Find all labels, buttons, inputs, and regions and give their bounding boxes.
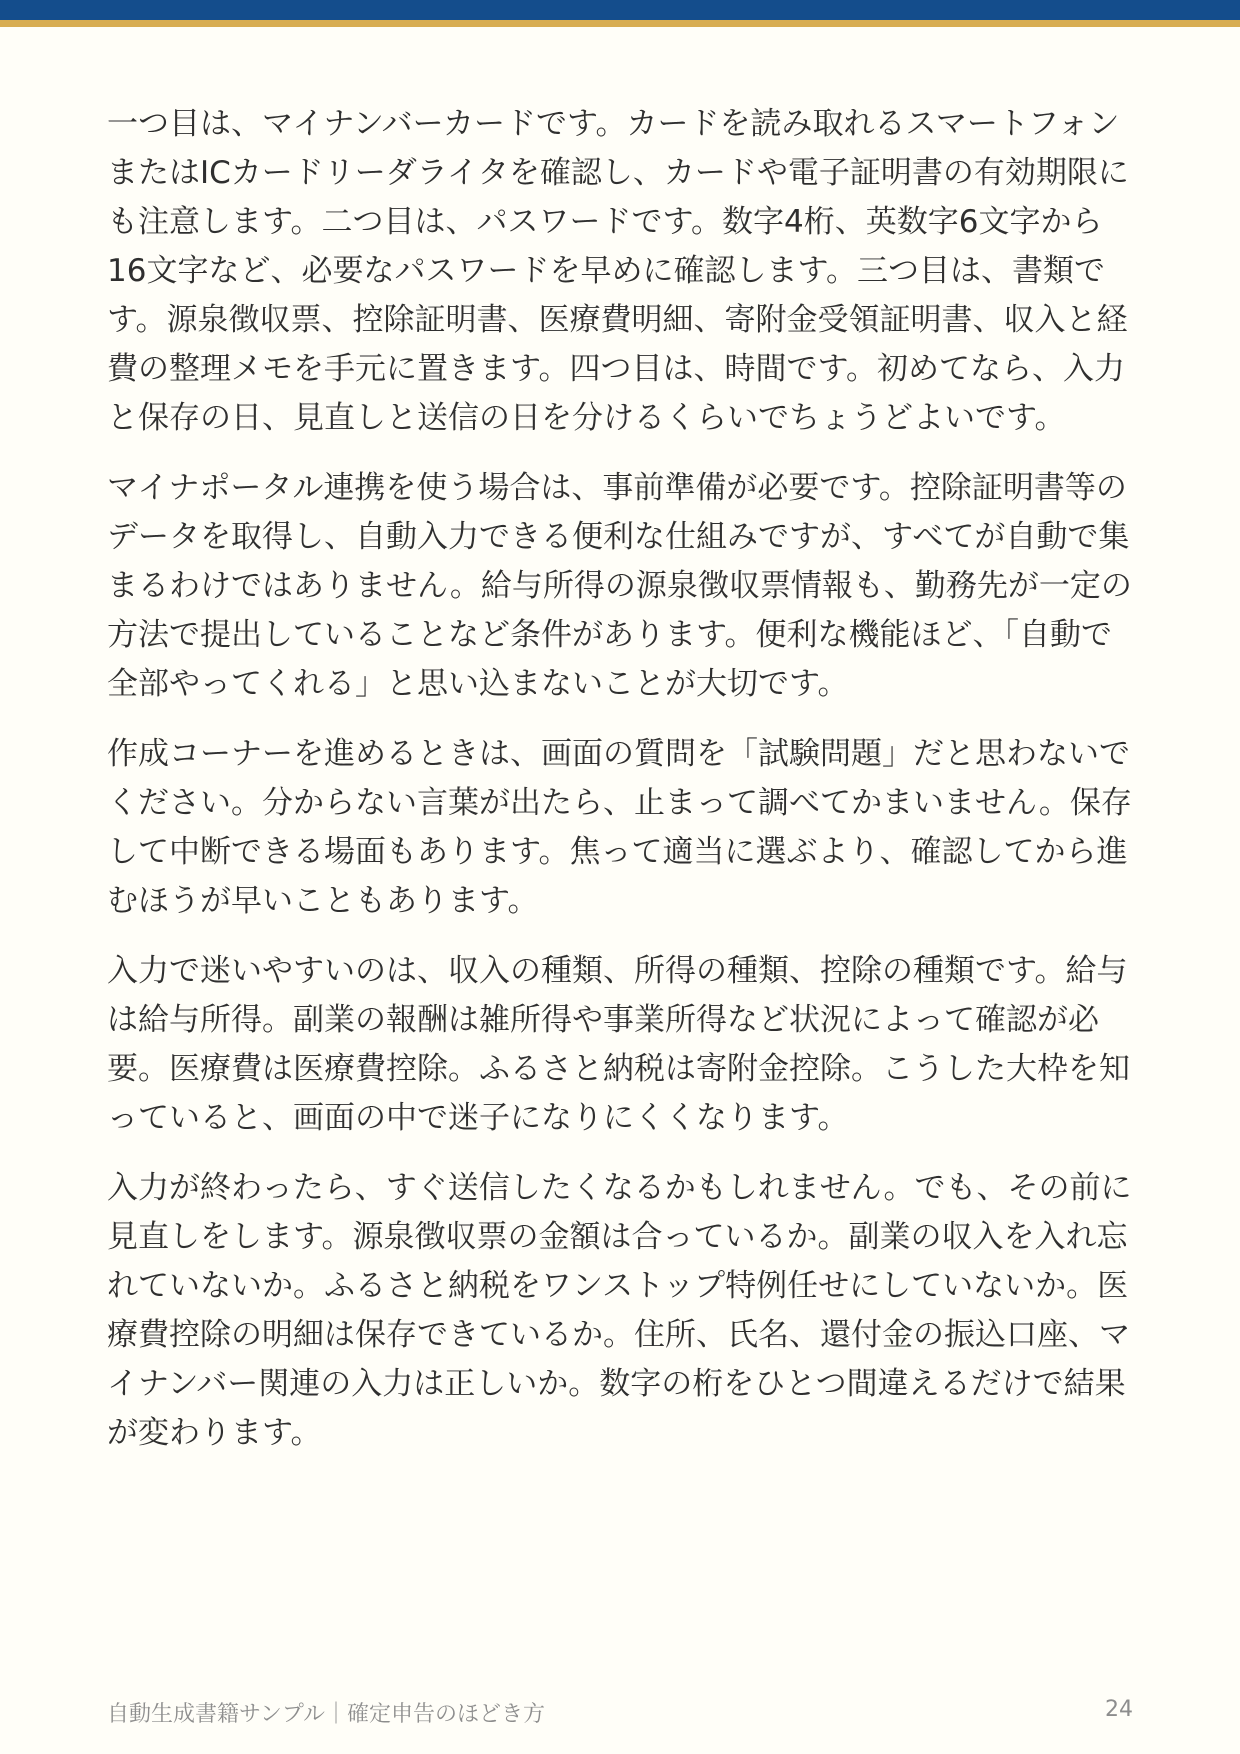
paragraph-myna-portal: マイナポータル連携を使う場合は、事前準備が必要です。控除証明書等のデータを取得し、自動入力できる便利な仕組みですが、すべてが自動で集まるわけではありません。給与所得の源泉徴収票情報も、勤務先が一定の方法で提出していることなど条件があります。便利な機能ほど、「自動で全部やってくれる」と思い込まないことが大切です。 [107,470,1132,702]
footer-page-number: 24 [1105,1697,1133,1722]
header-accent-rule [0,20,1240,27]
page-body [107,100,1132,1479]
paragraph-income-types: 入力で迷いやすいのは、収入の種類、所得の種類、控除の種類です。給与は給与所得。副業の報酬は雑所得や事業所得など状況によって確認が必要。医療費は医療費控除。ふるさと納税は寄附金控除。こうした大枠を知っていると、画面の中で迷子になりにくくなります。 [107,953,1130,1136]
paragraph-preparation-items: 一つ目は、マイナンバーカードです。カードを読み取れるスマートフォンまたはICカードリーダライタを確認し、カードや電子証明書の有効期限にも注意します。二つ目は、パスワードです。数字4桁、英数字6文字から16文字など、必要なパスワードを早めに確認します。三つ目は、書類です。源泉徴収票、控除証明書、医療費明細、寄附金受領証明書、収入と経費の整理メモを手元に置きます。四つ目は、時間です。初めてなら、入力と保存の日、見直しと送信の日を分けるくらいでちょうどよいです。 [107,106,1129,436]
paragraph-final-review: 入力が終わったら、すぐ送信したくなるかもしれません。でも、その前に見直しをします。源泉徴収票の金額は合っているか。副業の収入を入れ忘れていないか。ふるさと納税をワンストップ特例任せにしていないか。医療費控除の明細は保存できているか。住所、氏名、還付金の振込口座、マイナンバー関連の入力は正しいか。数字の桁をひとつ間違えるだけで結果が変わります。 [107,1170,1132,1451]
header-band [0,0,1240,20]
footer-book-info: 自動生成書籍サンプル｜確定申告のほどき方 [107,1702,546,1727]
paragraph-creation-corner: 作成コーナーを進めるときは、画面の質問を「試験問題」だと思わないでください。分からない言葉が出たら、止まって調べてかまいません。保存して中断できる場面もあります。焦って適当に選ぶより、確認してから進むほうが早いこともあります。 [107,736,1132,919]
